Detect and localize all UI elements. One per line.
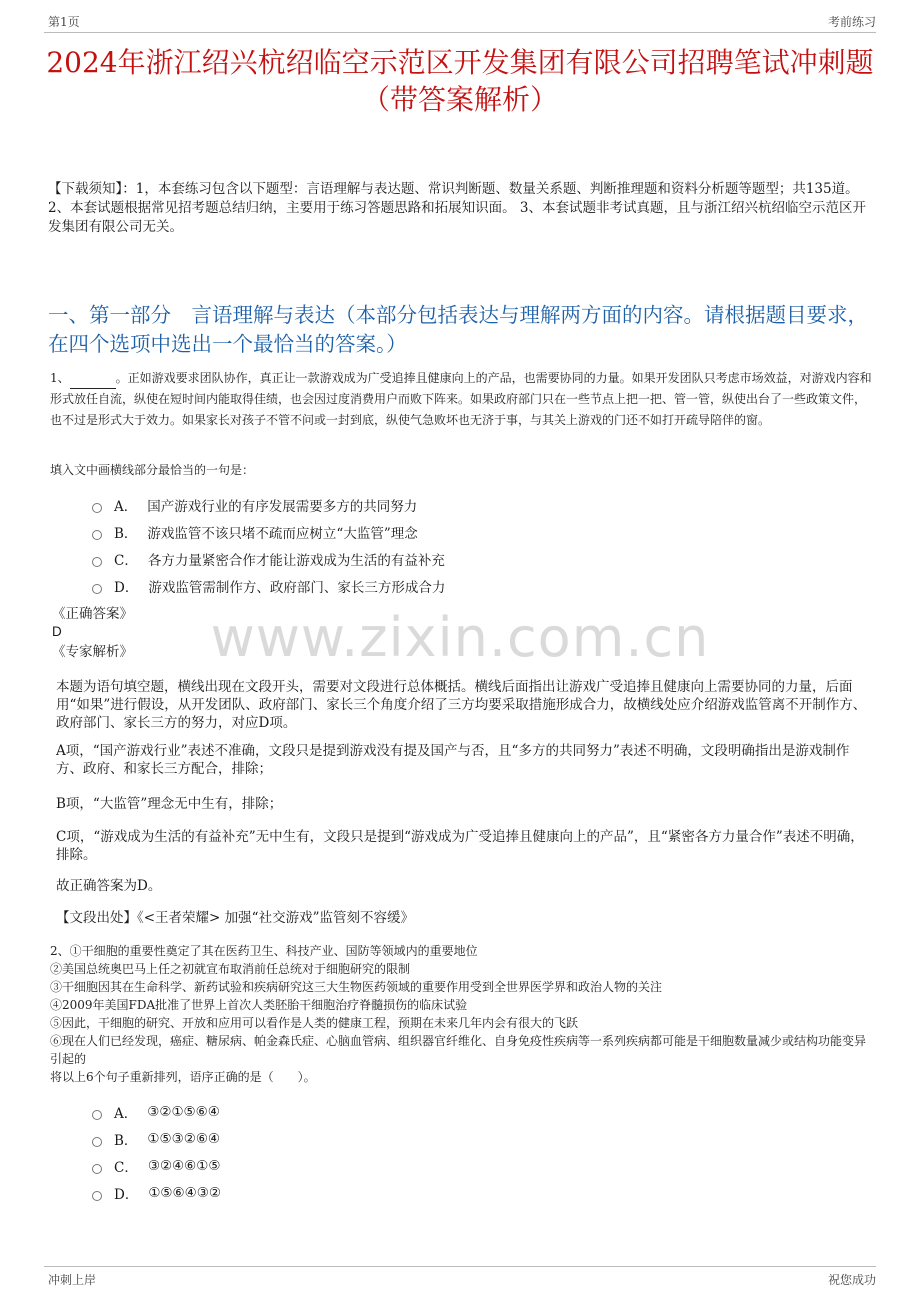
question-2-option-b[interactable]: B． ①⑤③②⑥④ bbox=[92, 1125, 860, 1152]
analysis-paragraph-2: A项，“国产游戏行业”表述不准确，文段只是提到游戏没有提及国产与否，且“多方的共同努力”表述不明确，文段明确指出是游戏制作方、政府、和家长三方配合，排除； bbox=[56, 743, 850, 777]
watermark: www.zixin.com.cn bbox=[210, 606, 710, 669]
question-2-line: ④2009年美国FDA批准了世界上首次人类胚胎干细胞治疗脊髓损伤的临床试验 bbox=[50, 998, 468, 1012]
analysis-paragraph-1: 本题为语句填空题，横线出现在文段开头，需要对文段进行总体概括。横线后面指出让游戏广受追捧且健康向上需要协同的力量，后面用“如果”进行假设，从开发团队、政府部门、家长三个角度介绍了三方均要采取措施形成合力，故横线处应介绍游戏监管离不开制作方、政府部门、家长三方的努力，对应D项。 bbox=[56, 679, 867, 731]
question-2-line: 2、①干细胞的重要性奠定了其在医药卫生、科技产业、国防等领域内的重要地位 bbox=[50, 944, 478, 958]
header-divider bbox=[44, 32, 876, 33]
question-1-text bbox=[50, 368, 872, 431]
question-2-option-c[interactable]: C． ③②④⑥①⑤ bbox=[92, 1152, 860, 1179]
radio-icon[interactable] bbox=[92, 557, 102, 567]
question-1-option-d[interactable]: D． 游戏监管需制作方、政府部门、家长三方形成合力 bbox=[92, 572, 860, 599]
footer-left: 冲刺上岸 bbox=[48, 1273, 97, 1287]
question-1-options bbox=[92, 491, 860, 599]
section-heading: 一、第一部分 言语理解与表达（本部分包括表达与理解两方面的内容。请根据题目要求，在四个选项中选出一个最恰当的答案。） bbox=[48, 303, 868, 356]
question-1-blank bbox=[70, 376, 116, 389]
question-2-line: ②美国总统奥巴马上任之初就宣布取消前任总统对于细胞研究的限制 bbox=[50, 962, 411, 976]
question-2-prompt: 将以上6个句子重新排列，语序正确的是（ ）。 bbox=[50, 1070, 316, 1084]
radio-icon[interactable] bbox=[92, 1164, 102, 1174]
question-2-option-a[interactable]: A． ③②①⑤⑥④ bbox=[92, 1098, 860, 1125]
answer-label: 《正确答案》 bbox=[52, 606, 133, 622]
analysis-label: 《专家解析》 bbox=[52, 644, 133, 660]
answer-value: D bbox=[52, 624, 62, 639]
question-1-option-c[interactable]: C． 各方力量紧密合作才能让游戏成为生活的有益补充 bbox=[92, 545, 860, 572]
question-2-line: ⑤因此，干细胞的研究、开放和应用可以看作是人类的健康工程，预期在未来几年内会有很大的飞跃 bbox=[50, 1016, 579, 1030]
radio-icon[interactable] bbox=[92, 1137, 102, 1147]
page-number: 第1页 bbox=[48, 15, 80, 29]
analysis-paragraph-5: 故正确答案为D。 bbox=[56, 878, 162, 894]
question-1-option-a[interactable]: A． 国产游戏行业的有序发展需要多方的共同努力 bbox=[92, 491, 860, 518]
radio-icon[interactable] bbox=[92, 584, 102, 594]
question-1-option-b[interactable]: B． 游戏监管不该只堵不疏而应树立“大监管”理念 bbox=[92, 518, 860, 545]
radio-icon[interactable] bbox=[92, 1191, 102, 1201]
question-1-body: 。正如游戏要求团队协作，真正让一款游戏成为广受追捧且健康向上的产品，也需要协同的力量。如果开发团队只考虑市场效益，对游戏内容和形式放任自流，纵使在短时间内能取得佳绩，也会因过度消费用户而败下阵来。如果政府部门只在一些节点上把一把、管一管，纵使出台了一些政策文件，也不过是形式大于效力。如果家长对孩子不管不问或一封到底，纵使气急败坏也无济于事，与其关上游戏的门还不如打开疏导陪伴的窗。 bbox=[50, 371, 872, 427]
source-citation: 【文段出处】《<王者荣耀> 加强“社交游戏”监管刻不容缓》 bbox=[56, 910, 414, 926]
question-2-text bbox=[50, 942, 872, 1086]
footer-divider bbox=[44, 1266, 876, 1267]
download-notice: 【下载须知】：1，本套练习包含以下题型：言语理解与表达题、常识判断题、数量关系题、判断推理题和资料分析题等题型；共135道。 2、本套试题根据常见招考题总结归纳，主要用于练习答题思路和拓展知识面。 3、本套试题非考试真题，且与浙江绍兴杭绍临空示范区开发集团有限公司无关。 bbox=[48, 181, 866, 235]
question-1-prompt: 填入文中画横线部分最恰当的一句是： bbox=[50, 463, 255, 477]
radio-icon[interactable] bbox=[92, 530, 102, 540]
question-2-line: ③干细胞因其在生命科学、新药试验和疾病研究这三大生物医药领域的重要作用受到全世界医学界和政治人物的关注 bbox=[50, 980, 663, 994]
radio-icon[interactable] bbox=[92, 503, 102, 513]
question-1-number: 1、 bbox=[50, 371, 70, 385]
question-2-line: ⑥现在人们已经发现，癌症、糖尿病、帕金森氏症、心脑血管病、组织器官纤维化、自身免疫性疾病等一系列疾病都可能是干细胞数量减少或结构功能变异引起的 bbox=[50, 1034, 867, 1066]
radio-icon[interactable] bbox=[92, 1110, 102, 1120]
question-2-options bbox=[92, 1098, 860, 1206]
document-title: 2024年浙江绍兴杭绍临空示范区开发集团有限公司招聘笔试冲刺题（带答案解析） bbox=[46, 46, 874, 116]
footer-right: 祝您成功 bbox=[827, 1273, 876, 1287]
analysis-paragraph-4: C项，“游戏成为生活的有益补充”无中生有，文段只是提到“游戏成为广受追捧且健康向上的产品”，且“紧密各方力量合作”表述不明确，排除。 bbox=[56, 829, 864, 863]
analysis-paragraph-3: B项，“大监管”理念无中生有，排除； bbox=[56, 796, 283, 812]
header-label: 考前练习 bbox=[827, 15, 876, 29]
question-2-option-d[interactable]: D． ①⑤⑥④③② bbox=[92, 1179, 860, 1206]
